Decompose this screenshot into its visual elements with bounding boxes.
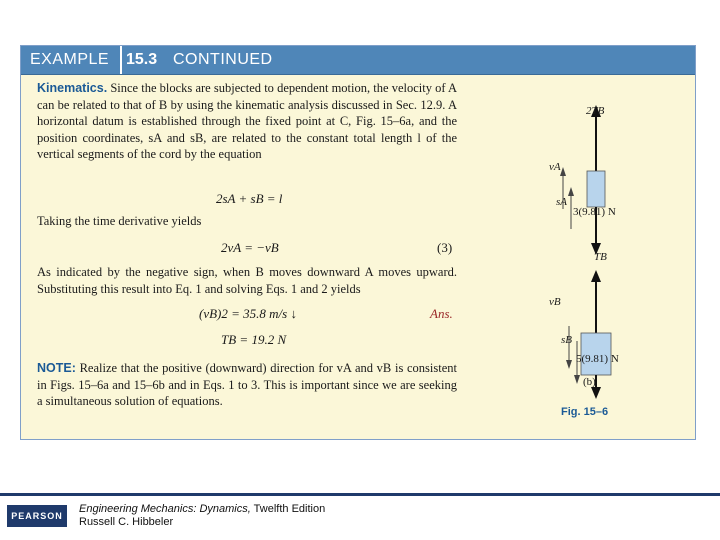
- derivative-intro: Taking the time derivative yields: [37, 214, 202, 228]
- tension-arrowhead-b: [591, 270, 601, 282]
- kinematics-text: Since the blocks are subjected to dependent motion, the velocity of A can be related to that of B by using the kinematic analysis discussed in Sec. 12.9. A horizontal datum is established through the fixed point at C, Fig. 15–6a, and the position coordinates, sA and sB, are related to the constant total length l of the vertical segments of the cord by the equation: [37, 81, 458, 161]
- equation-number: (3): [437, 240, 453, 255]
- book-title: Engineering Mechanics: Dynamics,: [79, 503, 251, 515]
- va-label: vA: [549, 161, 561, 173]
- note-label: NOTE:: [37, 361, 76, 375]
- example-banner: [21, 46, 695, 75]
- sb-label: sB: [561, 334, 572, 346]
- kinematics-paragraph: [37, 80, 457, 163]
- weight-a-label: 3(9.81) N: [573, 206, 616, 218]
- sb-arrowhead: [574, 375, 580, 384]
- result-intro: As indicated by the negative sign, when B moves downward A moves upward. Substituting this result into Eq. 1 and solving Eqs. 1 and 2 yields: [37, 265, 457, 296]
- example-panel: [20, 45, 696, 440]
- weight-b-label: 5(9.81) N: [576, 353, 619, 365]
- footer-divider: [0, 493, 720, 496]
- weight-arrowhead-b: [591, 387, 601, 399]
- banner-divider: [120, 46, 122, 74]
- vb-label: vB: [549, 296, 561, 308]
- note-paragraph: [37, 360, 457, 410]
- footer-citation: [79, 503, 325, 529]
- logo-text: PEARSON: [11, 511, 63, 521]
- book-edition: Twelfth Edition: [250, 503, 326, 515]
- velocity-equation: 2vA = −vB: [221, 240, 279, 255]
- block-a: [587, 171, 605, 207]
- book-author: Russell C. Hibbeler: [79, 516, 174, 528]
- vb-arrowhead: [566, 360, 572, 369]
- continued-label: CONTINUED: [173, 51, 273, 68]
- top-force-label: 2TB: [586, 105, 605, 117]
- vb2-result: (vB)2 = 35.8 m/s ↓: [199, 306, 297, 321]
- answer-label: Ans.: [430, 306, 453, 321]
- figure-caption: Fig. 15–6: [561, 406, 609, 418]
- note-text: Realize that the positive (downward) direction for vA and vB is consistent in Figs. 15–6a and 15–6b and in Eqs. 1 to 3. This is important since we are seeking a simultaneous solution of equations.: [37, 361, 458, 408]
- example-number: 15.3: [126, 51, 158, 68]
- sa-arrowhead: [568, 187, 574, 196]
- length-equation: 2sA + sB = l: [216, 191, 283, 206]
- publisher-logo: [7, 505, 67, 527]
- subfigure-label: (b): [583, 376, 596, 388]
- kinematics-heading: Kinematics.: [37, 81, 108, 95]
- tb-label: TB: [594, 251, 607, 263]
- sa-label: sA: [556, 196, 567, 208]
- book-title-line: [79, 503, 325, 516]
- example-label: EXAMPLE: [30, 51, 110, 68]
- tension-result: TB = 19.2 N: [221, 332, 287, 347]
